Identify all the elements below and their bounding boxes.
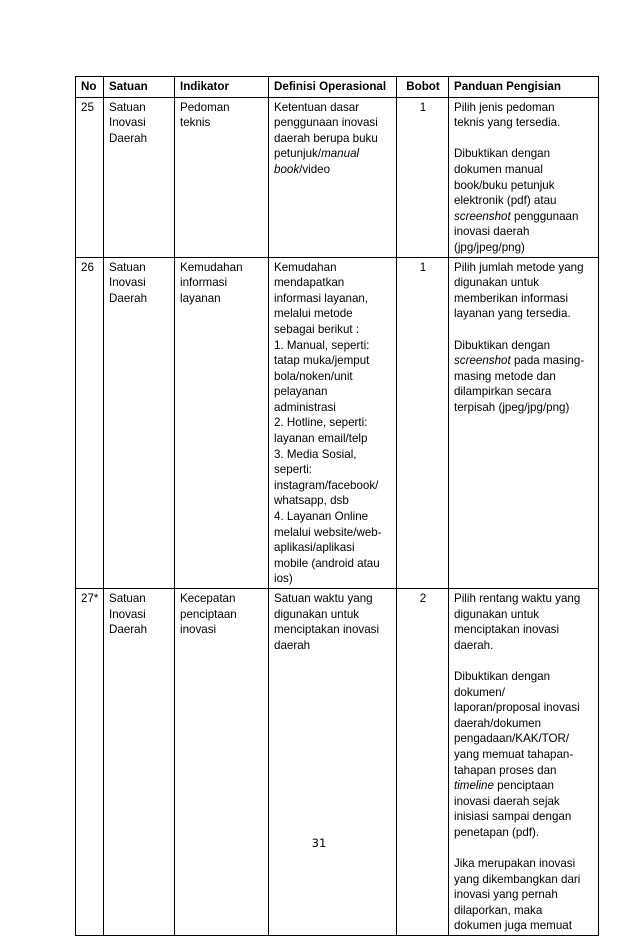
panduan-text-end: penggunaan inovasi daerah (jpg/jpeg/png)	[454, 209, 579, 254]
definisi-italic: manual book	[274, 147, 360, 176]
cell-panduan	[449, 589, 599, 936]
cell-indikator: Kecepatan penciptaan inovasi	[175, 589, 269, 936]
cell-definisi: Kemudahan mendapatkan informasi layanan, melalui metode sebagai berikut : 1. Manual, seperti: tatap muka/jemput bola/noken/unit pelayanan administrasi 2. Hotline, seperti: layanan email/telp 3. Media Sosial, seperti: instagram/facebook/ whatsapp, dsb 4. Layanan Online melalui website/web- aplikasi/aplikasi mobile (android atau ios)	[269, 257, 397, 588]
definisi-text: Ketentuan dasar penggunaan inovasi daerah berupa buku petunjuk/	[274, 100, 378, 161]
header-no: No	[76, 77, 104, 98]
panduan-italic: timeline	[454, 779, 494, 793]
cell-bobot: 1	[397, 97, 449, 257]
cell-satuan: Satuan Inovasi Daerah	[104, 589, 175, 936]
header-panduan: Panduan Pengisian	[449, 77, 599, 98]
panduan-paragraph-2	[454, 146, 594, 255]
page-number: 31	[311, 836, 327, 850]
definisi-text-end: /video	[299, 162, 331, 176]
panduan-paragraph-1: Pilih jenis pedoman teknis yang tersedia.	[454, 100, 561, 130]
cell-bobot: 1	[397, 257, 449, 588]
cell-satuan: Satuan Inovasi Daerah	[104, 257, 175, 588]
table-header-row	[76, 77, 599, 98]
panduan-paragraph-2	[454, 338, 594, 416]
cell-no: 25	[76, 97, 104, 257]
cell-indikator: Kemudahan informasi layanan	[175, 257, 269, 588]
header-bobot: Bobot	[397, 77, 449, 98]
header-satuan: Satuan	[104, 77, 175, 98]
cell-definisi: Satuan waktu yang digunakan untuk menciptakan inovasi daerah	[269, 589, 397, 936]
cell-panduan	[449, 97, 599, 257]
table-row	[76, 589, 599, 936]
table-row	[76, 97, 599, 257]
panduan-paragraph-2	[454, 669, 594, 841]
panduan-italic: screenshot	[454, 209, 511, 223]
panduan-paragraph-3: Jika merupakan inovasi yang dikembangkan dari inovasi yang pernah dilaporkan, maka dokumen juga memuat	[454, 857, 581, 933]
panduan-paragraph-1: Pilih jumlah metode yang digunakan untuk memberikan informasi layanan yang tersedia.	[454, 260, 584, 321]
panduan-italic: screenshot	[454, 354, 511, 368]
header-indikator: Indikator	[175, 77, 269, 98]
cell-no: 27*	[76, 589, 104, 936]
panduan-text-end: penciptaan inovasi daerah sejak inisiasi sampai dengan penetapan (pdf).	[454, 779, 572, 839]
cell-no: 26	[76, 257, 104, 588]
panduan-text: Dibuktikan dengan dokumen manual book/buku petunjuk elektronik (pdf) atau	[454, 147, 557, 208]
panduan-text: Dibuktikan dengan dokumen/ laporan/proposal inovasi daerah/dokumen pengadaan/KAK/TOR/ yang memuat tahapan- tahapan proses dan	[454, 669, 580, 777]
cell-panduan	[449, 257, 599, 588]
cell-definisi	[269, 97, 397, 257]
cell-satuan: Satuan Inovasi Daerah	[104, 97, 175, 257]
panduan-text-end: pada masing- masing metode dan dilampirkan secara terpisah (jpeg/jpg/png)	[454, 354, 585, 414]
cell-indikator: Pedoman teknis	[175, 97, 269, 257]
panduan-paragraph-1: Pilih rentang waktu yang digunakan untuk menciptakan inovasi daerah.	[454, 592, 581, 652]
table-row	[76, 257, 599, 588]
panduan-text: Dibuktikan dengan	[454, 338, 551, 352]
indicator-table	[75, 76, 599, 936]
header-definisi: Definisi Operasional	[269, 77, 397, 98]
cell-bobot: 2	[397, 589, 449, 936]
